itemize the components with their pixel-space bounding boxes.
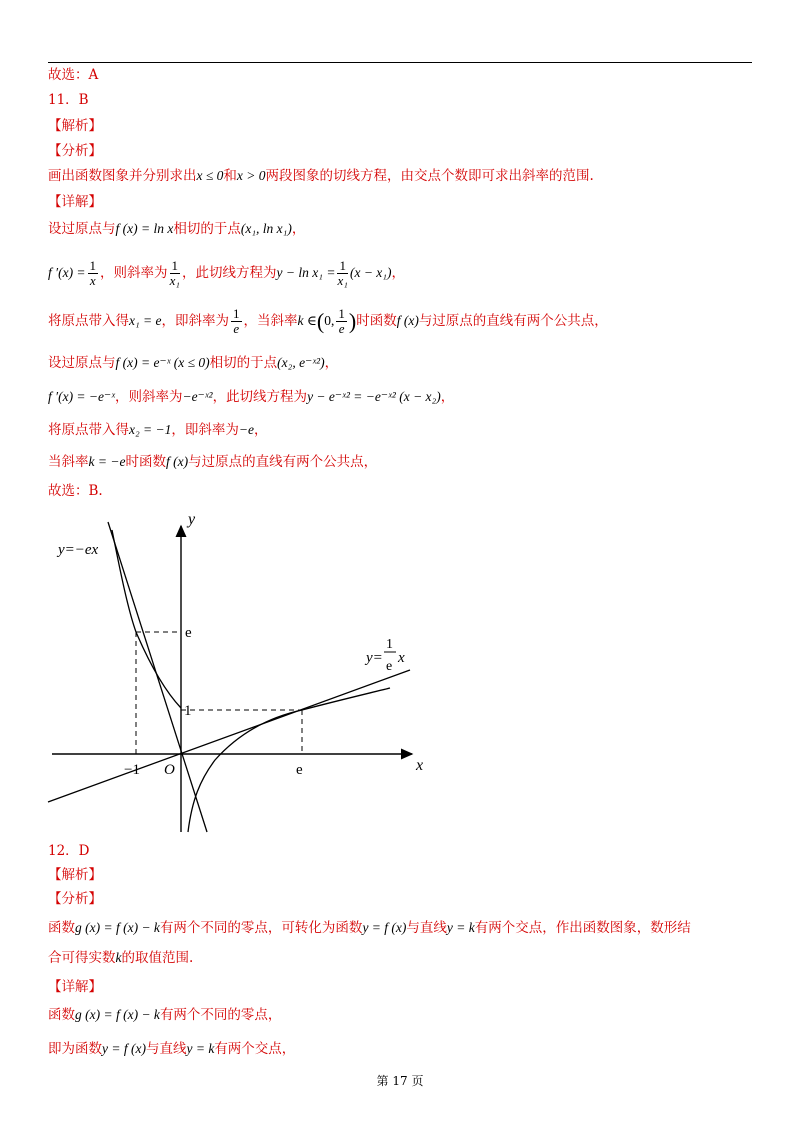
section-fenxi-12: 【分析】 [48,891,102,907]
right-line-label-den: e [386,659,393,674]
analysis-12-line-1: 函数g (x) = f (x) − k有两个不同的零点，可转化为函数y = f (x)与直线y = k有两个交点，作出函数图象，数形结 [48,920,691,936]
answer-line-10: 故选：A [48,67,99,83]
fraction-1-over-e-b: $\frac{1}{e}$ [338,306,345,336]
fraction-1-over-x: $\frac{1}{x}$ [89,258,97,288]
section-xiangjie-12: 【详解】 [48,979,102,995]
tick-label-x-neg1: −1 [124,762,140,778]
function-graph [40,510,430,840]
left-line-label: y=−ex [58,542,99,558]
fraction-1-over-e: $\frac{1}{e}$ [233,306,240,336]
detail-line-2: f ′(x) = $\frac{1}{x}$ ，则斜率为 $\frac{1}{\text{x₁}}$ ，此切线方程为y − ln x₁ = $\frac{1}{\text{x₁}}$ (x − x₁)， [48,258,405,288]
tick-label-x-e: e [296,762,303,778]
fraction-1-over-x1-b: $\frac{1}{\text{x₁}}$ [337,258,348,288]
detail-line-5: f ′(x) = −e⁻ˣ，则斜率为−e⁻ˣ²，此切线方程为y − e⁻ˣ² = −e⁻ˣ² (x − x₂)， [48,389,455,405]
section-jiexi-12: 【解析】 [48,867,102,883]
question-12-answer: 12．D [48,843,90,859]
right-line-label-var: x [398,650,405,666]
detail-line-7: 当斜率k = −e时函数f (x)与过原点的直线有两个公共点， [48,454,378,470]
answer-line-11: 故选：B. [48,483,103,499]
analysis-12-line-2: 合可得实数k的取值范围. [48,950,194,966]
page-footer: 第 17 页 [376,1074,424,1088]
header-rule [48,62,752,63]
detail-line-6: 将原点带入得x₂ = −1，即斜率为−e， [48,422,268,438]
question-11-answer: 11．B [48,92,89,108]
detail-12-line-2: 即为函数y = f (x)与直线y = k有两个交点， [48,1041,296,1057]
right-line-label-prefix: y= [366,650,383,666]
exp-curve [112,530,181,708]
fraction-1-over-x1: $\frac{1}{\text{x₁}}$ [169,258,180,288]
origin-label: O [164,762,175,778]
tangent-line-left [108,522,207,832]
tick-label-y-e: e [185,625,192,641]
right-line-label-num: 1 [386,637,393,652]
section-fenxi: 【分析】 [48,143,102,159]
section-jiexi: 【解析】 [48,118,102,134]
detail-line-1: 设过原点与f (x) = ln x相切的于点(x₁, ln x₁)， [48,221,306,237]
y-axis-label: y [188,511,196,528]
detail-line-3: 将原点带入得x₁ = e，即斜率为 $\frac{1}{e}$ ，当斜率k ∈(0, $\frac{1}{e}$ )时函数f (x)与过原点的直线有两个公共点， [48,306,608,336]
detail-line-4: 设过原点与f (x) = e⁻ˣ (x ≤ 0)相切的于点(x₂, e⁻ˣ²)， [48,355,339,371]
section-xiangjie: 【详解】 [48,194,102,210]
analysis-text: 画出函数图象并分别求出x ≤ 0和x > 0两段图象的切线方程，由交点个数即可求出斜率的范围. [48,168,594,184]
tangent-line-right [48,670,410,802]
x-axis-label: x [416,757,424,774]
tick-label-y-1: 1 [184,703,192,719]
detail-12-line-1: 函数g (x) = f (x) − k有两个不同的零点， [48,1007,282,1023]
